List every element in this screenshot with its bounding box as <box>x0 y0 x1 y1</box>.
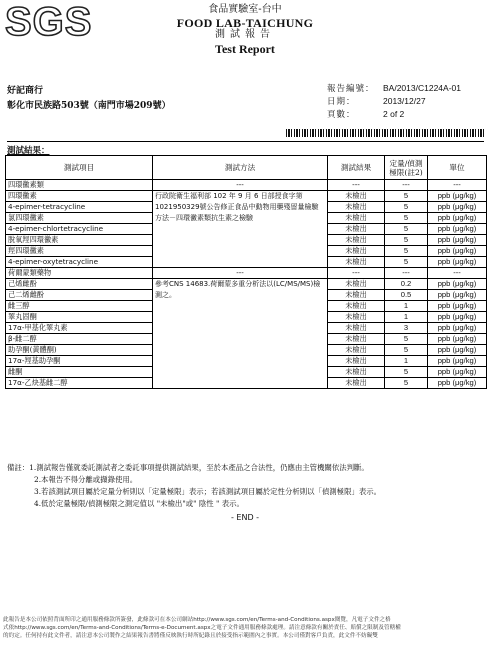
header-result: 測試結果 <box>328 156 385 180</box>
test-limit: 0.5 <box>385 290 428 301</box>
test-result: 未檢出 <box>328 367 385 378</box>
test-limit: 5 <box>385 334 428 345</box>
table-header-row <box>6 156 487 180</box>
table-row <box>6 191 487 202</box>
report-date-row <box>327 95 426 107</box>
test-limit: --- <box>385 180 428 191</box>
test-unit: ppb (μg/kg) <box>428 323 487 334</box>
report-number: BA/2013/C1224A-01 <box>383 83 461 93</box>
footer-line-2: 式依http://www.sgs.com/en/Terms-and-Conditions/Terms-e-Document.aspx之電子文件通用服務條款處理。請注意條款有關於責任、賠償之限制及管轄權 <box>3 625 401 631</box>
test-unit: ppb (μg/kg) <box>428 257 487 268</box>
test-limit: 5 <box>385 367 428 378</box>
test-result: 未檢出 <box>328 301 385 312</box>
header-item: 測試項目 <box>6 156 153 180</box>
test-result: 未檢出 <box>328 202 385 213</box>
footer-terms <box>3 616 487 640</box>
test-unit: ppb (μg/kg) <box>428 279 487 290</box>
test-result: --- <box>328 180 385 191</box>
test-item: 雌三醇 <box>6 301 153 312</box>
test-item: 己烯雌酚 <box>6 279 153 290</box>
header-limit: 定量/偵測極限(註2) <box>385 156 428 180</box>
table-row <box>6 279 487 290</box>
footer-line-3: 的約定。任何持有此文件者，請注意本公司製作之結果報告書將僅反映執行時所紀錄且於接受指示範圍內之事實。本公司僅對客戶負責，此文件不妨礙雙 <box>3 633 378 639</box>
test-limit: 1 <box>385 301 428 312</box>
test-result: 未檢出 <box>328 257 385 268</box>
report-number-label: 報告編號： <box>327 84 375 94</box>
report-date: 2013/12/27 <box>383 96 426 106</box>
test-unit: ppb (μg/kg) <box>428 224 487 235</box>
test-item: 4-epimer-oxytetracycline <box>6 257 153 268</box>
test-item: 睪丸固酮 <box>6 312 153 323</box>
barcode <box>286 129 484 137</box>
table-row <box>6 268 487 279</box>
lab-name-chinese: 食品實驗室-台中 <box>208 4 282 15</box>
test-limit: 0.2 <box>385 279 428 290</box>
test-unit: ppb (μg/kg) <box>428 246 487 257</box>
test-limit: 5 <box>385 202 428 213</box>
report-title-english: Test Report <box>215 42 275 56</box>
test-result: 未檢出 <box>328 378 385 389</box>
test-unit: ppb (μg/kg) <box>428 378 487 389</box>
test-unit: ppb (μg/kg) <box>428 213 487 224</box>
test-item: 17α-羥基助孕酮 <box>6 356 153 367</box>
notes <box>7 462 381 510</box>
client-name: 好記商行 <box>7 86 44 96</box>
lab-name-english: FOOD LAB-TAICHUNG <box>176 16 314 30</box>
test-item: 四環黴素 <box>6 191 153 202</box>
report-pages-row <box>327 108 404 120</box>
test-limit: 3 <box>385 323 428 334</box>
header-method: 測試方法 <box>153 156 328 180</box>
test-limit: 5 <box>385 345 428 356</box>
test-item: 雌酮 <box>6 367 153 378</box>
test-item: 四環黴素類 <box>6 180 153 191</box>
test-method: 行政院衛生福利部 102 年 9 月 6 日部授食字第 1021950329號公告修正食品中動物用藥殘留量檢驗方法－四環黴素類抗生素之檢驗 <box>153 191 328 268</box>
note-4: 4.低於定量極限/偵測極限之測定值以 "未檢出"或" 陰性 " 表示。 <box>34 499 244 508</box>
sgs-logo: SGS <box>5 0 93 44</box>
test-limit: 5 <box>385 378 428 389</box>
test-limit: 5 <box>385 213 428 224</box>
table-row <box>6 180 487 191</box>
test-result: 未檢出 <box>328 334 385 345</box>
test-result: 未檢出 <box>328 213 385 224</box>
test-result: 未檢出 <box>328 191 385 202</box>
test-item: 17α-乙炔基雌二醇 <box>6 378 153 389</box>
test-limit: 5 <box>385 191 428 202</box>
section-title: 測試結果： <box>7 146 50 156</box>
test-result: 未檢出 <box>328 345 385 356</box>
test-result: 未檢出 <box>328 224 385 235</box>
end-mark: - END - <box>230 513 260 522</box>
test-item: 荷爾蒙類藥物 <box>6 268 153 279</box>
test-item: 己二烯雌酚 <box>6 290 153 301</box>
test-unit: ppb (μg/kg) <box>428 290 487 301</box>
test-unit: ppb (μg/kg) <box>428 301 487 312</box>
test-item: 脫氧羥四環黴素 <box>6 235 153 246</box>
test-item: 羥四環黴素 <box>6 246 153 257</box>
test-result: 未檢出 <box>328 235 385 246</box>
test-unit: ppb (μg/kg) <box>428 356 487 367</box>
test-result: 未檢出 <box>328 312 385 323</box>
test-result: 未檢出 <box>328 356 385 367</box>
test-item: 4-epimer-tetracycline <box>6 202 153 213</box>
test-limit: 5 <box>385 235 428 246</box>
report-title-chinese: 測試報告 <box>215 29 275 40</box>
report-number-row <box>327 82 461 94</box>
note-3: 3.若該測試項目屬於定量分析則以「定量極限」表示；若該測試項目屬於定性分析則以「偵測極限」表示。 <box>34 487 382 496</box>
test-item: 17α-甲基化睪丸素 <box>6 323 153 334</box>
test-result: 未檢出 <box>328 290 385 301</box>
note-1: 備註：1.測試報告僅就委託測試者之委託事項提供測試結果，至於本產品之合法性，仍應由主管機關依法判斷。 <box>7 463 369 472</box>
test-unit: ppb (μg/kg) <box>428 345 487 356</box>
test-item: β-雌二醇 <box>6 334 153 345</box>
test-unit: --- <box>428 180 487 191</box>
test-unit: ppb (μg/kg) <box>428 202 487 213</box>
client-address: 彰化市民族路503號（南門市場209號） <box>7 101 171 111</box>
test-method: --- <box>153 268 328 279</box>
test-result: 未檢出 <box>328 246 385 257</box>
results-table <box>5 155 487 389</box>
report-pages-label: 頁數： <box>327 110 356 120</box>
test-item: 助孕酮(黃體酮) <box>6 345 153 356</box>
test-unit: ppb (μg/kg) <box>428 312 487 323</box>
test-unit: ppb (μg/kg) <box>428 191 487 202</box>
test-limit: --- <box>385 268 428 279</box>
test-item: 氯四環黴素 <box>6 213 153 224</box>
report-pages: 2 of 2 <box>383 109 405 119</box>
header-unit: 單位 <box>428 156 487 180</box>
test-limit: 5 <box>385 257 428 268</box>
report-date-label: 日期： <box>327 97 356 107</box>
test-unit: --- <box>428 268 487 279</box>
test-result: 未檢出 <box>328 323 385 334</box>
test-limit: 5 <box>385 224 428 235</box>
test-result: 未檢出 <box>328 279 385 290</box>
test-unit: ppb (μg/kg) <box>428 367 487 378</box>
test-limit: 1 <box>385 356 428 367</box>
test-result: --- <box>328 268 385 279</box>
table-body <box>6 180 487 389</box>
test-item: 4-epimer-chlortetracycline <box>6 224 153 235</box>
test-unit: ppb (μg/kg) <box>428 235 487 246</box>
header-divider <box>7 141 484 142</box>
test-unit: ppb (μg/kg) <box>428 334 487 345</box>
test-limit: 1 <box>385 312 428 323</box>
test-method: 參考CNS 14683.荷爾蒙多重分析法以(LC/MS/MS)檢測之。 <box>153 279 328 389</box>
footer-line-1: 此報告是本公司依照背面所印之通用服務條款所簽發，此條款可在本公司網站http://www.sgs.com/en/Terms-and-Conditions.aspx閱覽，凡電子文件之格 <box>3 617 391 623</box>
test-method: --- <box>153 180 328 191</box>
test-limit: 5 <box>385 246 428 257</box>
note-2: 2.本報告不得分離或擷錄使用。 <box>34 475 138 484</box>
